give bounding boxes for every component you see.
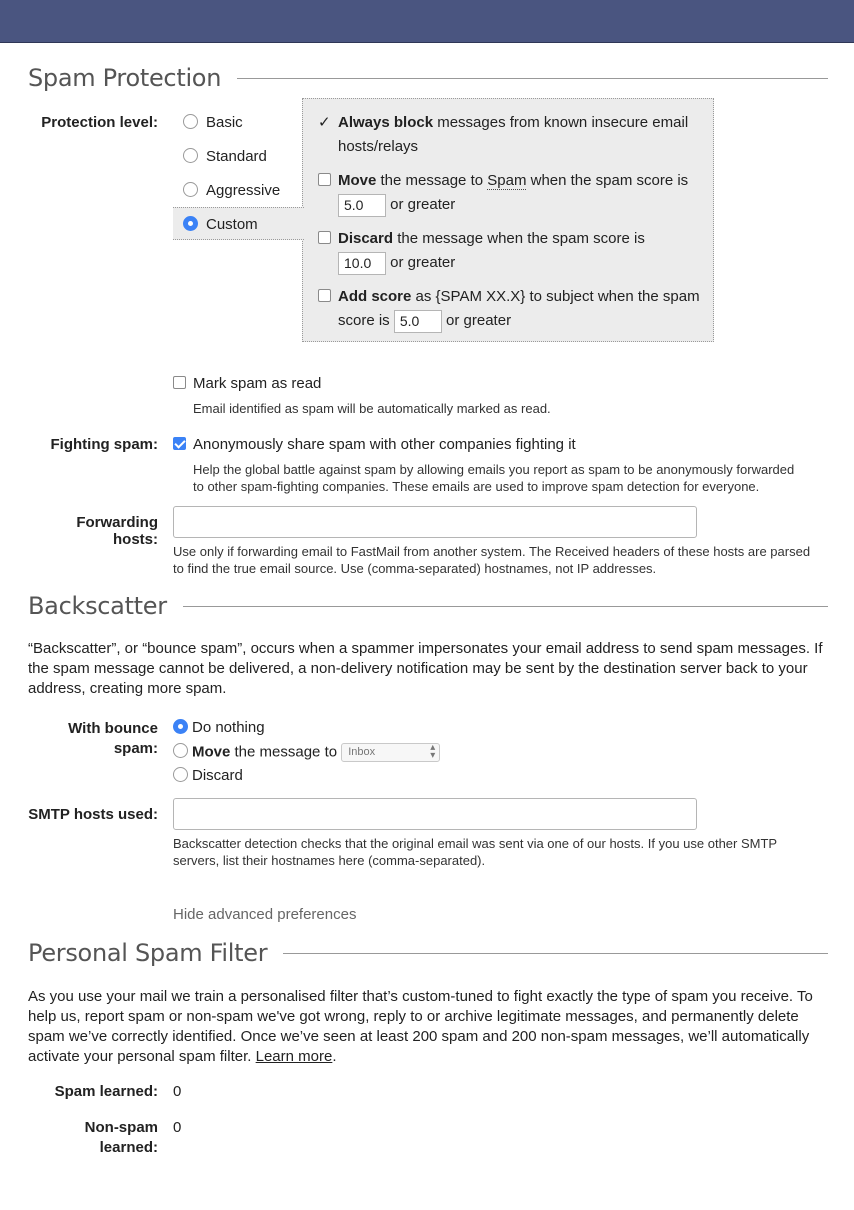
checkmark-icon: ✓ <box>318 114 331 131</box>
radio-move[interactable] <box>173 743 188 758</box>
nonspam-learned-label <box>28 1118 158 1158</box>
section-divider <box>283 953 828 954</box>
always-block-line2: hosts/relays <box>338 138 419 155</box>
radio-discard[interactable] <box>173 767 188 782</box>
add-score-checkbox[interactable] <box>318 289 331 302</box>
level-basic-label: Basic <box>206 114 243 131</box>
level-aggressive-label: Aggressive <box>206 182 281 199</box>
bounce-discard-option[interactable] <box>173 767 243 784</box>
level-basic-option[interactable] <box>183 114 243 131</box>
bounce-do-nothing-option[interactable] <box>173 719 265 736</box>
personal-filter-description <box>28 987 830 1067</box>
mark-read-checkbox[interactable] <box>173 376 186 389</box>
backscatter-description: “Backscatter”, or “bounce spam”, occurs when a spammer impersonates your email address to send spam messages. If the spam message cannot be delivered, a non-delivery notification may be sent by the destination server back to your address, creating more spam. <box>28 640 823 697</box>
add-score-row <box>318 285 700 309</box>
discard-score-row <box>338 251 455 275</box>
add-score-input[interactable]: 5.0 <box>394 310 442 333</box>
discard-label: Discard <box>192 767 243 784</box>
fighting-spam-text: Anonymously share spam with other companies fighting it <box>193 436 576 453</box>
bounce-spam-label <box>28 719 158 759</box>
discard-text: the message when the spam score is <box>397 230 645 247</box>
move-rest-label: the message to <box>234 743 338 761</box>
discard-row <box>318 227 645 251</box>
bounce-move-option[interactable] <box>173 743 440 762</box>
add-score-bold: Add score <box>338 288 412 305</box>
nonspam-label-line1: Non-spam <box>84 1119 158 1136</box>
nonspam-learned-value: 0 <box>173 1119 182 1136</box>
do-nothing-label: Do nothing <box>192 719 265 736</box>
level-standard-option[interactable] <box>183 148 267 165</box>
learn-more-link[interactable]: Learn more <box>255 1048 333 1065</box>
mark-read-help: Email identified as spam will be automatically marked as read. <box>193 401 551 416</box>
section-spam-protection <box>28 64 828 92</box>
fighting-spam-help-1: Help the global battle against spam by allowing emails you report as spam to be anonymously forwarded <box>193 462 795 477</box>
discard-or-greater: or greater <box>390 254 456 271</box>
add-score-or-greater: or greater <box>446 312 512 329</box>
radio-custom[interactable] <box>183 216 198 231</box>
level-standard-label: Standard <box>206 148 267 165</box>
add-score-text: as {SPAM XX.X} to subject when the spam <box>415 288 700 305</box>
section-divider <box>183 606 828 607</box>
protection-level-label: Protection level: <box>41 114 158 131</box>
radio-basic[interactable] <box>183 114 198 129</box>
section-title: Spam Protection <box>28 64 222 92</box>
move-bold-label: Move <box>192 743 231 761</box>
period: . <box>332 1048 337 1065</box>
nonspam-label-line2: learned: <box>99 1139 158 1156</box>
discard-bold: Discard <box>338 230 394 247</box>
forwarding-hosts-label: Forwarding hosts: <box>76 514 158 548</box>
smtp-help-2: servers, list their hostnames here (comma-separated). <box>173 853 486 868</box>
move-or-greater: or greater <box>390 196 456 213</box>
smtp-help-1: Backscatter detection checks that the original email was sent via one of our hosts. If you use other SMTP <box>173 836 778 851</box>
bounce-label-line2: spam: <box>113 740 158 757</box>
top-navigation-bar <box>0 0 854 43</box>
mark-read-option[interactable] <box>173 375 321 392</box>
add-score-line2: score is <box>338 312 390 329</box>
radio-aggressive[interactable] <box>183 182 198 197</box>
move-bold: Move <box>338 172 377 189</box>
spam-learned-value: 0 <box>173 1083 182 1100</box>
discard-checkbox[interactable] <box>318 231 331 244</box>
personal-filter-text: As you use your mail we train a personalised filter that’s custom-tuned to fight exactly the type of spam you receive. To help us, report spam or non-spam we've got wrong, reply to or archive legitimate messages, and permanently delete spam we’ve correctly identified. Once we’ve seen at least 200 spam and 200 non-spam messages, we’ll automatically activate your personal spam filter. <box>28 988 813 1065</box>
move-score-row <box>338 193 455 217</box>
fighting-spam-help-2: to other spam-fighting companies. These emails are used to improve spam detection for everyone. <box>193 479 760 494</box>
move-row <box>318 169 688 193</box>
section-title: Personal Spam Filter <box>28 939 268 967</box>
add-score-value-row <box>338 309 511 333</box>
select-chevron-icon: ▴ ▾ <box>430 742 436 761</box>
bounce-label-line1: With bounce <box>68 720 158 737</box>
move-folder-value: Inbox <box>348 746 376 758</box>
section-divider <box>237 78 828 79</box>
move-folder-link[interactable]: Spam <box>487 172 527 189</box>
forwarding-help-2: to find the true email source. Use (comma-separated) hostnames, not IP addresses. <box>173 561 657 576</box>
fighting-spam-option[interactable] <box>173 436 576 453</box>
move-folder-select[interactable] <box>341 743 440 762</box>
forwarding-help-1: Use only if forwarding email to FastMail from another system. The Received headers of these hosts are parsed <box>173 544 811 559</box>
always-block-bold: Always block <box>338 114 434 131</box>
level-custom-option[interactable] <box>183 216 258 233</box>
smtp-hosts-input[interactable] <box>173 798 697 830</box>
hide-advanced-link[interactable]: Hide advanced preferences <box>173 906 357 923</box>
move-checkbox[interactable] <box>318 173 331 186</box>
always-block-row <box>318 111 688 135</box>
move-score-input[interactable]: 5.0 <box>338 194 386 217</box>
radio-standard[interactable] <box>183 148 198 163</box>
smtp-hosts-label: SMTP hosts used: <box>28 806 158 823</box>
section-title: Backscatter <box>28 592 167 620</box>
fighting-spam-label: Fighting spam: <box>50 436 158 453</box>
discard-score-input[interactable]: 10.0 <box>338 252 386 275</box>
mark-read-label: Mark spam as read <box>193 375 322 392</box>
section-personal-spam-filter <box>28 939 828 967</box>
level-custom-label: Custom <box>206 216 258 233</box>
move-pre-text: the message to <box>380 172 484 189</box>
move-post-text: when the spam score is <box>530 172 689 189</box>
section-backscatter <box>28 592 828 620</box>
radio-do-nothing[interactable] <box>173 719 188 734</box>
level-aggressive-option[interactable] <box>183 182 280 199</box>
always-block-text: messages from known insecure email <box>437 114 689 131</box>
spam-learned-label: Spam learned: <box>54 1083 158 1100</box>
fighting-spam-checkbox[interactable] <box>173 437 186 450</box>
forwarding-hosts-input[interactable] <box>173 506 697 538</box>
